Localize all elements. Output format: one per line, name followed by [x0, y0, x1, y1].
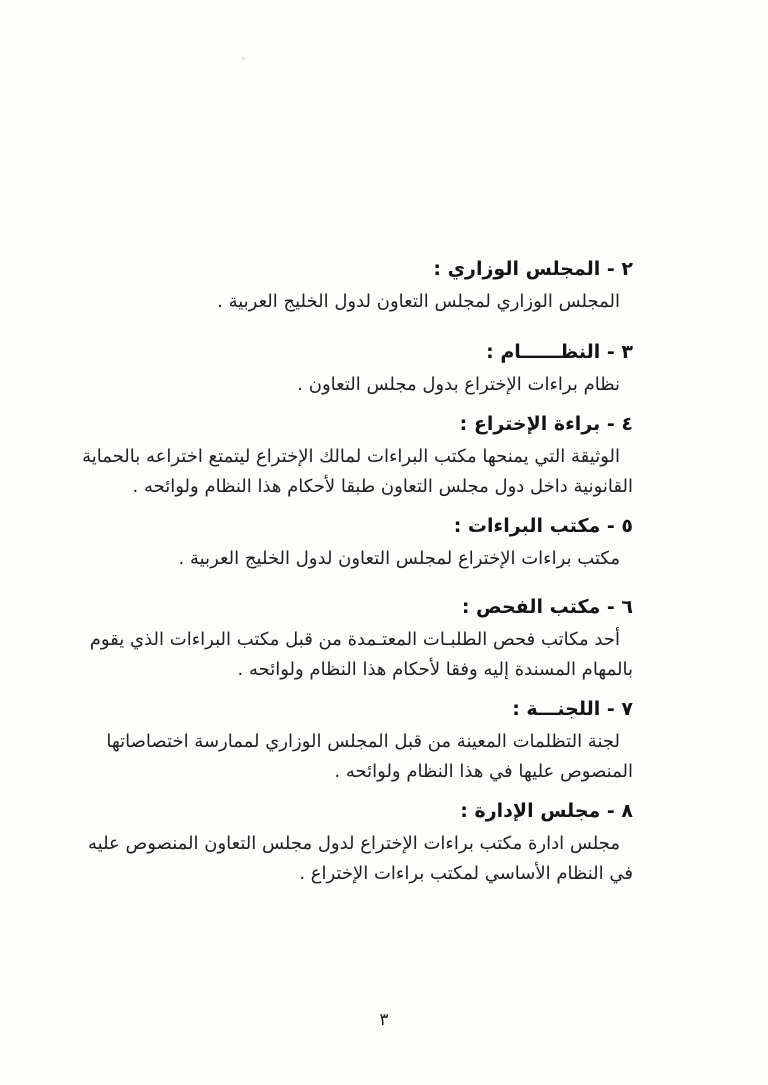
section-body — [122, 544, 633, 574]
section-heading: ٣ - النظــــــام : — [486, 341, 633, 363]
definition-section — [106, 694, 633, 787]
definition-section — [122, 254, 633, 317]
body-line: الوثيقة التي يمنحها مكتب البراءات لمالك الإختراع ليتمتع اختراعه بالحماية — [82, 446, 620, 467]
page-number: ٣ — [379, 1010, 389, 1030]
section-heading: ٧ - اللجنـــة : — [512, 698, 633, 720]
definition-section — [89, 592, 633, 685]
definition-section — [88, 796, 633, 889]
body-line: مجلس ادارة مكتب براءات الإختراع لدول مجلس التعاون المنصوص عليه — [88, 833, 620, 854]
section-heading: ٨ - مجلس الإدارة : — [460, 800, 633, 822]
body-line: المجلس الوزاري لمجلس التعاون لدول الخليج العربية . — [217, 291, 620, 312]
body-line: أحد مكاتب فحص الطلبـات المعتـمدة من قبل مكتب البراءات الذي يقوم — [89, 629, 620, 650]
section-body — [122, 287, 633, 317]
section-heading: ٤ - براءة الإختراع : — [459, 413, 633, 435]
body-line: في النظام الأساسي لمكتب براءات الإختراع . — [299, 863, 633, 884]
section-body — [88, 829, 633, 889]
body-line: المنصوص عليها في هذا النظام ولوائحه . — [334, 761, 633, 782]
body-line: نظام براءات الإختراع بدول مجلس التعاون . — [297, 374, 620, 395]
body-line: لجنة التظلمات المعينة من قبل المجلس الوزاري لممارسة اختصاصاتها — [106, 731, 620, 752]
body-line: القانونية داخل دول مجلس التعاون طبقا لأحكام هذا النظام ولوائحه . — [132, 476, 633, 497]
section-body — [89, 625, 633, 685]
definition-section — [122, 337, 633, 400]
section-heading: ٢ - المجلس الوزاري : — [433, 258, 633, 280]
section-body — [106, 727, 633, 787]
section-heading: ٦ - مكتب الفحص : — [461, 596, 633, 618]
section-body — [122, 370, 633, 400]
body-line: مكتب براءات الإختراع لمجلس التعاون لدول الخليج العربية . — [178, 548, 620, 569]
section-heading: ٥ - مكتب البراءات : — [453, 515, 633, 537]
section-body — [82, 442, 633, 502]
definition-section — [122, 511, 633, 574]
definition-section — [82, 409, 633, 502]
body-line: بالمهام المسندة إليه وفقا لأحكام هذا النظام ولوائحه . — [237, 659, 633, 680]
